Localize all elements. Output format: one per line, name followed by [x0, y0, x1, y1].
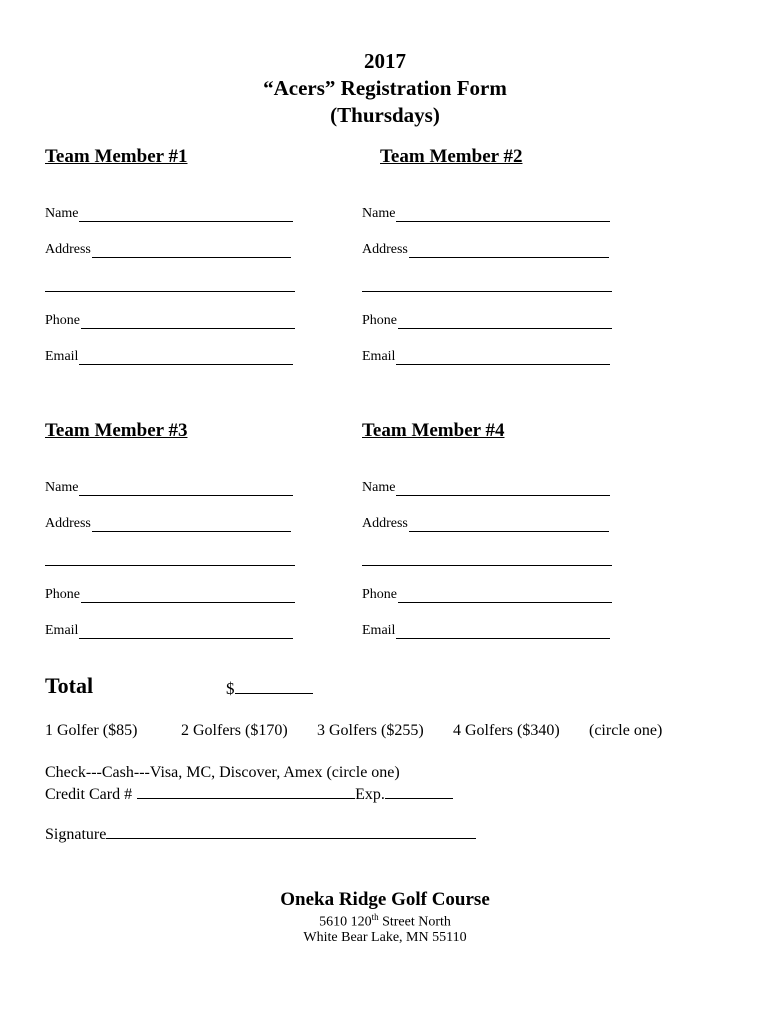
option-4-golfers[interactable]: 4 Golfers ($340): [453, 722, 560, 739]
member-3-name-field[interactable]: [45, 478, 293, 496]
member-3-phone-field[interactable]: [45, 585, 295, 603]
member-1-address-line-2[interactable]: [45, 290, 295, 292]
signature-label: Signature: [45, 826, 107, 843]
member-2-name-field[interactable]: [362, 204, 610, 222]
form-year: 2017: [364, 49, 406, 73]
member-4-email-field[interactable]: [362, 621, 610, 639]
exp-label: Exp.: [355, 786, 385, 803]
field-label: Email: [45, 349, 79, 364]
payment-methods[interactable]: Check---Cash---Visa, MC, Discover, Amex (circle one): [45, 764, 400, 781]
member-3-address-field[interactable]: [45, 514, 291, 532]
team-member-2-heading: Team Member #2: [380, 146, 523, 167]
member-4-phone-field[interactable]: [362, 585, 612, 603]
team-member-4-heading: Team Member #4: [362, 420, 505, 441]
member-2-address-field[interactable]: [362, 240, 609, 258]
member-1-address-field[interactable]: [45, 240, 291, 258]
course-street-address: [0, 912, 770, 931]
field-label: Phone: [45, 587, 80, 602]
field-label: Phone: [362, 587, 397, 602]
credit-card-label: Credit Card #: [45, 786, 133, 803]
member-4-name-field[interactable]: [362, 478, 610, 496]
total-label: Total: [45, 673, 94, 698]
member-3-address-line-2[interactable]: [45, 564, 295, 566]
option-3-golfers[interactable]: 3 Golfers ($255): [317, 722, 424, 739]
member-4-address-line-2[interactable]: [362, 564, 612, 566]
member-2-email-field[interactable]: [362, 347, 610, 365]
member-1-name-field[interactable]: [45, 204, 293, 222]
field-label: Address: [362, 516, 408, 531]
total-amount-field[interactable]: [226, 679, 313, 699]
field-label: Email: [362, 349, 396, 364]
field-label: Name: [45, 206, 79, 221]
team-member-3-heading: Team Member #3: [45, 420, 188, 441]
field-label: Phone: [362, 313, 397, 328]
field-label: Email: [45, 623, 79, 638]
exp-date-field[interactable]: [385, 786, 453, 799]
member-3-email-field[interactable]: [45, 621, 293, 639]
credit-card-row: [45, 786, 453, 804]
currency-symbol: $: [226, 679, 235, 698]
street-name: Street North: [378, 914, 451, 930]
member-1-email-field[interactable]: [45, 347, 293, 365]
form-title: “Acers” Registration Form: [263, 76, 507, 100]
course-name: Oneka Ridge Golf Course: [280, 889, 490, 910]
member-2-address-line-2[interactable]: [362, 290, 612, 292]
field-label: Phone: [45, 313, 80, 328]
street-number: 5610 120: [319, 914, 372, 930]
field-label: Email: [362, 623, 396, 638]
form-subtitle: (Thursdays): [330, 103, 440, 127]
signature-field[interactable]: [45, 826, 476, 844]
field-label: Name: [45, 480, 79, 495]
member-2-phone-field[interactable]: [362, 311, 612, 329]
field-label: Address: [45, 516, 91, 531]
option-2-golfers[interactable]: 2 Golfers ($170): [181, 722, 288, 739]
street-suffix: th: [371, 912, 379, 922]
field-label: Name: [362, 206, 396, 221]
circle-one-note: (circle one): [589, 722, 663, 739]
course-city: White Bear Lake, MN 55110: [303, 930, 467, 945]
team-member-1-heading: Team Member #1: [45, 146, 188, 167]
member-4-address-field[interactable]: [362, 514, 609, 532]
credit-card-number-field[interactable]: [137, 786, 355, 799]
option-1-golfer[interactable]: 1 Golfer ($85): [45, 722, 138, 739]
field-label: Address: [362, 242, 408, 257]
member-1-phone-field[interactable]: [45, 311, 295, 329]
field-label: Name: [362, 480, 396, 495]
field-label: Address: [45, 242, 91, 257]
